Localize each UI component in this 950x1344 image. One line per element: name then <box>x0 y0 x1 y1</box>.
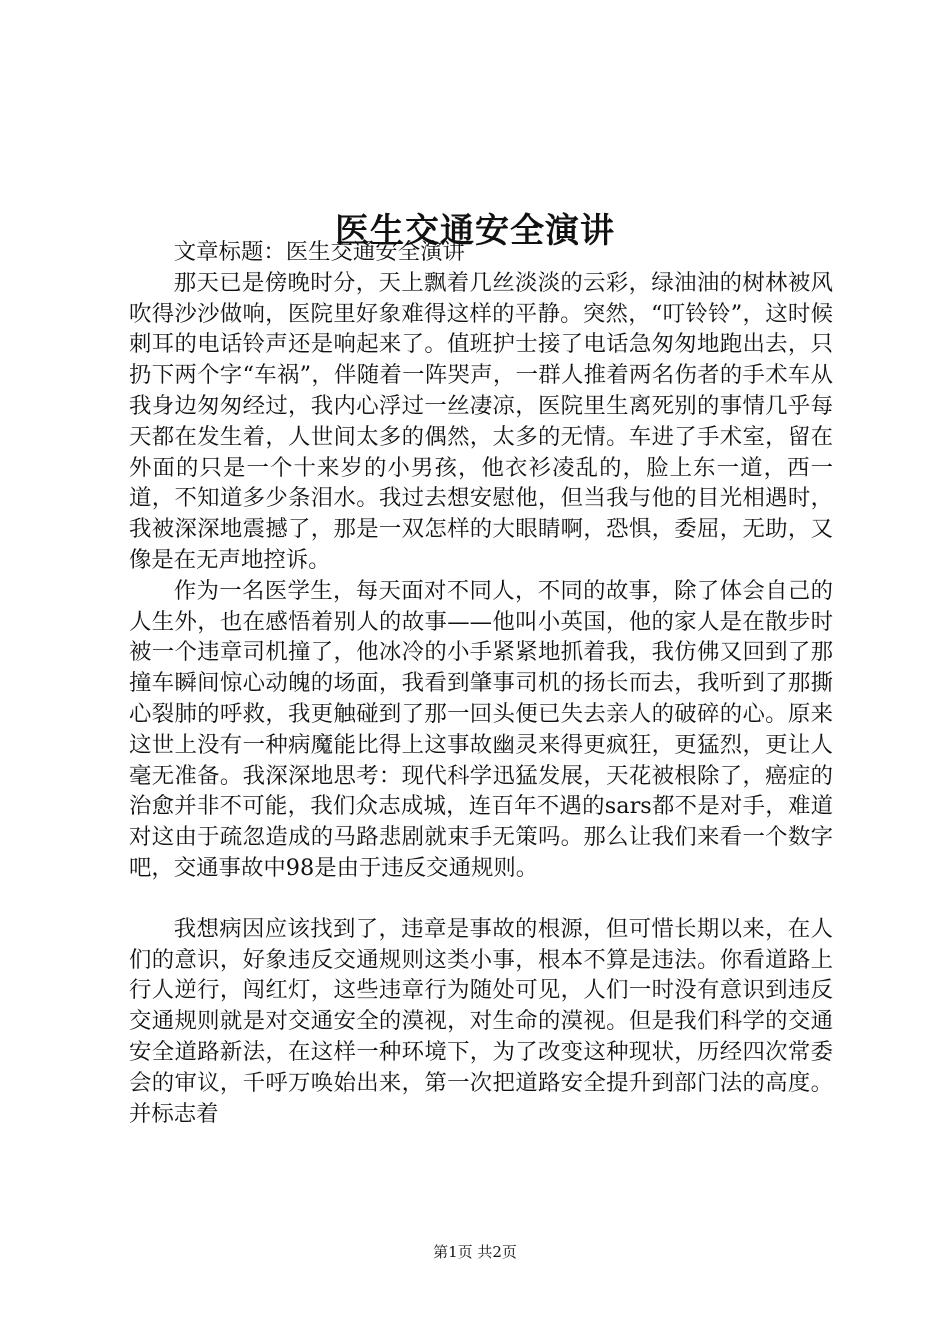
page-footer: 第1页 共2页 <box>433 1243 517 1261</box>
document-title: 医生交通安全演讲 <box>335 210 615 251</box>
paragraph-2: 作为一名医学生，每天面对不同人，不同的故事，除了体会自己的人生外，也在感悟着别人的故事——他叫小英国，他的家人是在散步时被一个违章司机撞了，他冰冷的小手紧紧地抓着我，我仿佛又回到了那撞车瞬间惊心动魄的场面，我看到肇事司机的扬长而去，我听到了那撕心裂肺的呼救，我更触碰到了那一回头便已失去亲人的破碎的心。原来这世上没有一种病魔能比得上这事故幽灵来得更疯狂，更猛烈，更让人毫无准备。我深深地思考：现代科学迅猛发展，天花被根除了，癌症的治愈并非不可能，我们众志成城，连百年不遇的sars都不是对手，难道对这由于疏忽造成的马路悲剧就束手无策吗。那么让我们来看一个数字吧，交通事故中98是由于违反交通规则。 <box>129 577 833 881</box>
document-body <box>129 237 833 1129</box>
paragraph-1: 那天已是傍晚时分，天上飘着几丝淡淡的云彩，绿油油的树林被风吹得沙沙做响，医院里好象难得这样的平静。突然，“叮铃铃”，这时候刺耳的电话铃声还是响起来了。值班护士接了电话急匆匆地跑出去，只扔下两个字“车祸”，伴随着一阵哭声，一群人推着两名伤者的手术车从我身边匆匆经过，我内心浮过一丝凄凉，医院里生离死别的事情几乎每天都在发生着，人世间太多的偶然，太多的无情。车进了手术室，留在外面的只是一个十来岁的小男孩，他衣衫凌乱的，脸上东一道，西一道，不知道多少条泪水。我过去想安慰他，但当我与他的目光相遇时，我被深深地震撼了，那是一双怎样的大眼睛啊，恐惧，委屈，无助，又像是在无声地控诉。 <box>129 269 833 573</box>
article-title-line: 文章标题：医生交通安全演讲 <box>173 239 465 265</box>
paragraph-3: 我想病因应该找到了，违章是事故的根源，但可惜长期以来，在人们的意识，好象违反交通规则这类小事，根本不算是违法。你看道路上行人逆行，闯红灯，这些违章行为随处可见，人们一时没有意识到违反交通规则就是对交通安全的漠视，对生命的漠视。但是我们科学的交通安全道路新法，在这样一种环境下，为了改变这种现状，历经四次常委会的审议，千呼万唤始出来，第一次把道路安全提升到部门法的高度。并标志着 <box>129 915 833 1127</box>
